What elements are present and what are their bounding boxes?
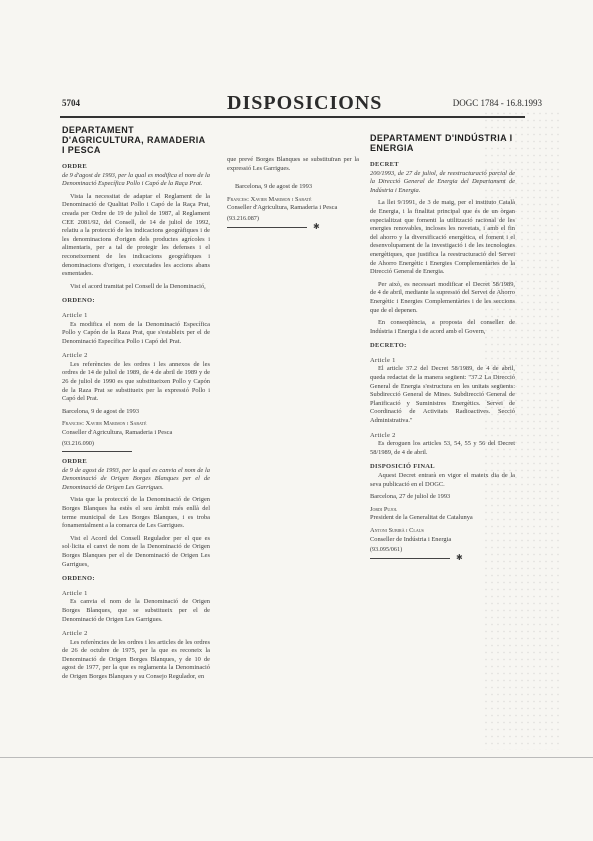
paragraph: Vist el acord tramitat pel Consell de la Denominació, [70, 282, 206, 290]
article-heading: Article 2 [62, 352, 88, 360]
article-text: El article 37.2 del Decret 58/1989, de 4 de abril, queda redactat de la manera següent: "37.2 La Direcció General de Energia s'estructura en les unitats següents: Subdirecció General de Mines. Subdirecció General de Planificació y Suministres Energètics. Servei de Coordinació de Activitats Radioactives. Secció Administrativa." [370, 365, 515, 425]
paragraph: Vista que la protecció de la Denominació de Origen Borges Blanques ha estès el seu àmbit més enllà del terme municipal de Les Borges Blanques, i es troba fonamentalment a la comarca de Les Garrigues. [62, 496, 210, 530]
decree-heading: DECRET [370, 161, 399, 168]
article-text: Es canvia el nom de la Denominació de Origen Borges Blanques, que se substitueix per el de Denominació de Origen Les Garrigues. [62, 598, 210, 623]
document-code: (93.095/061) [370, 546, 403, 554]
document-code: (93.216.090) [62, 439, 94, 447]
article-heading: Article 2 [370, 431, 396, 439]
order-heading: ORDRE [62, 458, 87, 466]
column-middle [227, 156, 359, 233]
decreto-heading: DECRETO: [370, 342, 407, 350]
scan-edge-line [0, 757, 593, 758]
signer-name: Francesc Xavier Marimon i Sabaté [227, 195, 312, 203]
column-left [62, 125, 210, 686]
article-text: Les referències de les ordres i les articles de les ordres de 26 de octubre de 1975, per la que es reconeix la Denominació de Origen Borges Blanques, y de 10 de agost de 1977, per la que es reglamenta la Denominació de Origen Borges Blanques y su Consejo Regulador, en [62, 638, 210, 681]
page-number: 5704 [62, 98, 80, 108]
article-heading: Article 2 [62, 630, 88, 638]
place-date: Barcelona, 27 de juliol de 1993 [370, 493, 451, 501]
signer-role: President de la Generalitat de Catalunya [370, 514, 473, 522]
decree-summary: 200/1993, de 27 de juliol, de reestructuració parcial de la Direcció General de Energia del Departament de Indústria i Energia. [370, 169, 515, 194]
signer-name: Antoni Subirà i Claus [370, 526, 424, 534]
section-title: DISPOSICIONS [227, 92, 383, 114]
paragraph: Vista la necessitat de adaptar el Reglament de la Denominació de Qualitat Pollo i Capó de la Raça Prat, creada per Ordre de 19 de juliol de 1987, al Reglament CEE 2081/92, del Consell, de 14 de juliol de 1992, relatiu a la protecció de les indicacions geogràfiques i de les denominacions d'origen dels productes agrícoles i alimentaris, per a tal de protegir les defenses i el reconeixement de les indicacions geogràfiques i denominacions d'origen, i executades les accions abans esmentades. [62, 192, 210, 278]
end-star-icon: ✱ [313, 221, 320, 231]
ordeno-heading: ORDENO: [62, 575, 95, 583]
ordeno-heading: ORDENO: [62, 297, 95, 305]
article-text: Es deroguen los articles 53, 54, 55 y 56 del Decret 58/1989, de 4 de abril. [370, 440, 515, 456]
article-text: Les referències de les ordres i les annexos de les ordres de 14 de juliol de 1989, de 4 de abril de 1989 y de 26 de juliol de 1990 es que substitueixen Pollo y Capón de la Raza Prat se substitueix per la expressió Pollo i Capó del Prat. [62, 360, 210, 403]
separator-rule [370, 552, 463, 562]
separator-rule [227, 221, 320, 231]
page-header [62, 92, 542, 114]
paragraph: que prevé Borges Blanques se substituïran per la expressió Les Garrigues. [227, 156, 359, 172]
column-right [370, 133, 515, 565]
department-heading: DEPARTAMENT D'AGRICULTURA, RAMADERIA I PESCA [62, 125, 206, 155]
paragraph: En conseqüència, a proposta del conseller de Indústria i Energia i de acord amb el Govern, [370, 319, 515, 335]
order-summary: de 9 de agost de 1993, per la qual es canvia el nom de la Denominació de Origen Borges Blanques per el de Denominació de Origen Les Garrigues. [62, 466, 210, 491]
article-heading: Article 1 [62, 311, 88, 319]
signer-role: Conseller d'Agricultura, Ramaderia i Pesca [227, 204, 338, 212]
paragraph: Per això, es necessari modificar el Decret 58/1989, de 4 de abril, mediante la supressió del Servei de Ahorro Energètic i Energies Complementàries i de les seccions que de el depenen. [370, 280, 515, 314]
place-date: Barcelona, 9 de agost de 1993 [62, 407, 140, 415]
signer-name: Francesc Xavier Marimon i Sabaté [62, 420, 147, 428]
article-text: Es modifica el nom de la Denominació Específica Pollo y Capón de la Raza Prat, que s'estableix per el de Denominació Específica Pollo i Capó del Prat. [62, 320, 210, 345]
paragraph: La llei 9/1991, de 3 de maig, per el instituto Català de Energia, i la finalitat principal que és de un òrgan especialitzat que fomenti la utilització racional de les energies renovables, incloses les novetats, i amb el fin del ahorro y la diversificació energètica, el foment i el desenvolupament de la investigació i de les tecnologies energètiques, que justifica la reestructuració del Servei de Ahorro Energètic i Energies Complementàries de la Direcció General de Energia. [370, 199, 515, 276]
signer-role: Conseller d'Agricultura, Ramaderia i Pesca [62, 429, 173, 437]
issue-reference: DOGC 1784 - 16.8.1993 [452, 98, 542, 108]
final-provision-heading: DISPOSICIÓ FINAL [370, 463, 435, 471]
article-heading: Article 1 [62, 589, 88, 597]
paragraph: Vist el Acord del Consell Regulador per el que es sol·licita el canvi de nom de la Denominació de Origen Borges Blanques per el de Denominació de Origen Les Garrigues, [62, 534, 210, 568]
signer-name: Jordi Pujol [370, 505, 398, 513]
department-heading: DEPARTAMENT D'INDÚSTRIA I ENERGIA [370, 133, 513, 153]
place-date: Barcelona, 9 de agost de 1993 [235, 183, 313, 191]
order-summary: de 9 d'agost de 1993, per la qual es modifica el nom de la Denominació Específica Pollo i Capó de la Raça Prat. [62, 171, 210, 188]
separator-rule [62, 451, 132, 452]
header-rule [60, 116, 525, 118]
order-heading: ORDRE [62, 163, 87, 170]
end-star-icon: ✱ [456, 552, 463, 562]
paragraph: Aquest Decret entrarà en vigor el mateix dia de la seva publicació en el DOGC. [370, 472, 515, 488]
signer-role: Conseller de Indústria i Energia [370, 535, 452, 543]
document-code: (93.216.087) [227, 214, 259, 222]
article-heading: Article 1 [370, 356, 396, 364]
